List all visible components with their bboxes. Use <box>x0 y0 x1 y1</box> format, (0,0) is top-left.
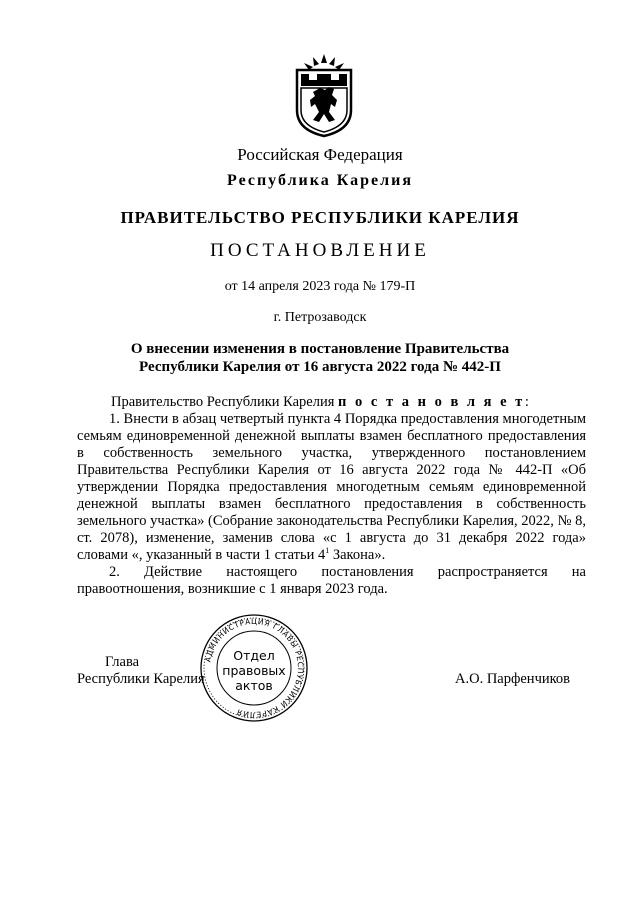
document-city: г. Петрозаводск <box>273 310 367 325</box>
paragraph-1-text: 1. Внести в абзац четвертый пункта 4 Порядка предоставления многодетным семьям единовременной денежной выплаты взамен бесплатного предоставления в собственность земельного участка, утвержденного постановлением Правительства Республики Карелия от 16 августа 2022 года № 442-П «Об утверждении Порядка предоставления многодетным семьям единовременной денежной выплаты взамен бесплатного предоставления в собственность земельного участка» (Собрание законодательства Республики Карелия, 2022, № 8, ст. 2078), изменение, заменив слова «с 1 августа до 31 декабря 2022 года» словами «, указанный в части 1 статьи 4 <box>77 411 586 563</box>
document-type: ПОСТАНОВЛЕНИЕ <box>210 240 430 261</box>
karelia-coat-of-arms-icon <box>293 52 355 138</box>
signatory-position <box>77 654 205 688</box>
intro-paragraph <box>77 394 586 411</box>
stamp-line1: Отдел <box>233 648 275 663</box>
document-body <box>77 394 586 598</box>
government-name: ПРАВИТЕЛЬСТВО РЕСПУБЛИКИ КАРЕЛИЯ <box>120 208 520 227</box>
document-date: от 14 апреля 2023 года № 179-П <box>224 279 416 294</box>
intro-prefix: Правительство Республики Карелия <box>111 394 339 410</box>
signatory-name: А.О. Парфенчиков <box>455 671 571 687</box>
official-stamp <box>198 612 310 724</box>
paragraph-2: 2. Действие настоящего постановления распространяется на правоотношения, возникшие с 1 января 2023 года. <box>77 564 586 597</box>
stamp-ring-text: АДМИНИСТРАЦИЯ ГЛАВЫ РЕСПУБЛИКИ КАРЕЛИЯ <box>203 616 306 720</box>
stamp-line2: правовых <box>222 663 286 678</box>
republic-name: Республика Карелия <box>227 172 413 189</box>
intro-suffix: : <box>524 394 529 410</box>
intro-keyword: п о с т а н о в л я е т <box>338 394 525 410</box>
signatory-position-line2: Республики Карелия <box>77 671 205 687</box>
paragraph-1-superscript: 1 <box>325 546 330 555</box>
paragraph-1 <box>77 411 586 564</box>
stamp-line3: актов <box>235 678 273 693</box>
signatory-position-line1: Глава <box>105 654 140 670</box>
country-name: Российская Федерация <box>237 145 403 164</box>
document-title-line2: Республики Карелия от 16 августа 2022 года № 442-П <box>139 359 501 375</box>
document-title-line1: О внесении изменения в постановление Правительства <box>130 341 510 357</box>
paragraph-1-end: Закона». <box>329 547 386 563</box>
